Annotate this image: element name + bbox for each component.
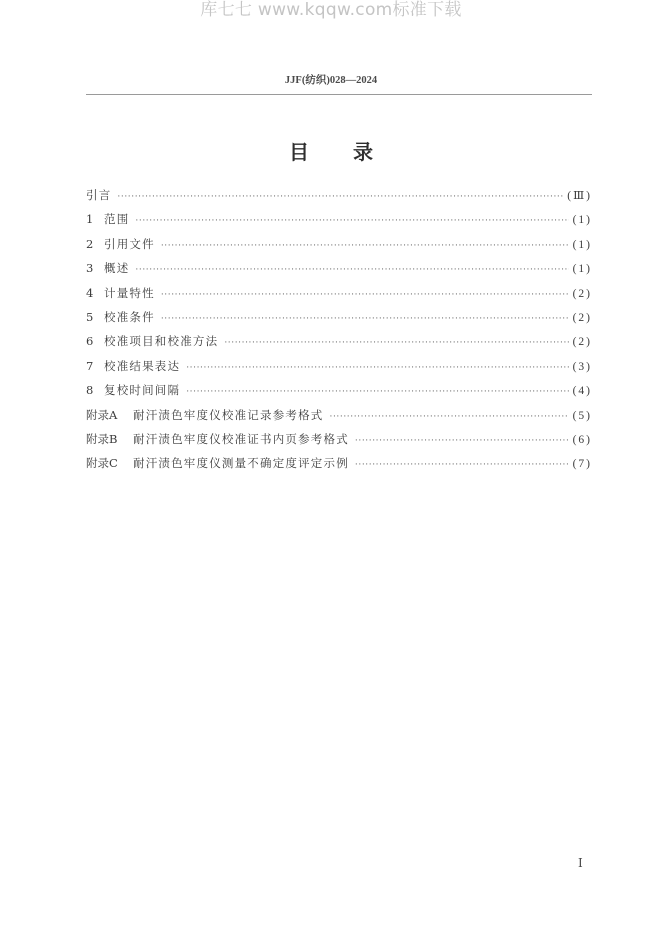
toc-entry-page: (Ⅲ) (567, 190, 592, 202)
toc-leader-dots (161, 307, 569, 331)
toc-entry-number: 5 (86, 309, 94, 324)
toc-entry-number: 6 (86, 334, 94, 349)
toc-entry-number: 附录B (86, 431, 118, 446)
toc-entry-1[interactable] (86, 207, 592, 231)
toc-entry-title: 耐汗渍色牢度仪校准记录参考格式 (133, 407, 324, 422)
toc-leader-dots (330, 405, 569, 429)
toc-entry-foreword[interactable] (86, 183, 592, 207)
toc-entry-title: 复校时间间隔 (104, 383, 181, 398)
toc-entry-title: 耐汗渍色牢度仪校准证书内页参考格式 (133, 431, 349, 446)
toc-entry-title: 校准条件 (104, 309, 155, 324)
toc-entry-4[interactable] (86, 281, 592, 305)
toc-entry-page: (6) (572, 433, 592, 446)
toc-entry-page: (5) (572, 409, 592, 422)
toc-entry-number: 8 (86, 383, 94, 398)
toc-entry-title: 校准结果表达 (104, 358, 181, 373)
page-title (0, 138, 662, 166)
toc-leader-dots (355, 453, 569, 477)
toc-entry-appendix-a[interactable] (86, 403, 592, 427)
toc-leader-dots (224, 331, 568, 355)
toc-entry-page: (3) (572, 360, 592, 373)
page-title-char-1: 目 (289, 140, 309, 164)
header-rule (86, 94, 592, 95)
toc-entry-title: 计量特性 (104, 285, 155, 300)
toc-entry-8[interactable] (86, 378, 592, 402)
toc-entry-2[interactable] (86, 232, 592, 256)
toc-leader-dots (186, 380, 568, 404)
toc-entry-page: (2) (572, 287, 592, 300)
toc-entry-title: 引言 (86, 188, 112, 202)
toc-entry-title: 范围 (104, 212, 130, 227)
table-of-contents (86, 183, 592, 476)
toc-entry-5[interactable] (86, 305, 592, 329)
toc-entry-page: (2) (572, 311, 592, 324)
toc-entry-appendix-c[interactable] (86, 451, 592, 475)
toc-entry-7[interactable] (86, 354, 592, 378)
toc-entry-number: 7 (86, 358, 94, 373)
toc-leader-dots (161, 283, 569, 307)
toc-entry-page: (2) (572, 336, 592, 349)
toc-entry-page: (4) (572, 385, 592, 398)
watermark: 库七七 www.kqqw.com标准下载 (200, 0, 462, 20)
toc-leader-dots (355, 429, 569, 453)
toc-entry-appendix-b[interactable] (86, 427, 592, 451)
toc-leader-dots (135, 258, 568, 282)
toc-entry-title: 校准项目和校准方法 (104, 334, 219, 349)
toc-entry-number: 4 (86, 285, 94, 300)
toc-entry-6[interactable] (86, 329, 592, 353)
toc-entry-number: 3 (86, 261, 94, 276)
toc-leader-dots (161, 234, 569, 258)
toc-leader-dots (186, 356, 568, 380)
page-title-char-2: 录 (353, 140, 373, 164)
toc-entry-number: 附录A (86, 407, 118, 422)
document-code-header: JJF(纺织)028—2024 (284, 75, 378, 86)
toc-entry-title: 概述 (104, 261, 130, 276)
toc-leader-dots (135, 209, 568, 233)
toc-entry-number: 附录C (86, 456, 118, 471)
toc-entry-title: 引用文件 (104, 236, 155, 251)
toc-entry-3[interactable] (86, 256, 592, 280)
toc-entry-page: (1) (572, 214, 592, 227)
toc-entry-number: 1 (86, 212, 94, 227)
page-number: Ⅰ (578, 856, 583, 870)
toc-entry-page: (7) (572, 458, 592, 471)
toc-leader-dots (117, 185, 563, 209)
toc-entry-number: 2 (86, 236, 94, 251)
toc-entry-page: (1) (572, 263, 592, 276)
toc-entry-page: (1) (572, 238, 592, 251)
toc-entry-title: 耐汗渍色牢度仪测量不确定度评定示例 (133, 456, 349, 471)
